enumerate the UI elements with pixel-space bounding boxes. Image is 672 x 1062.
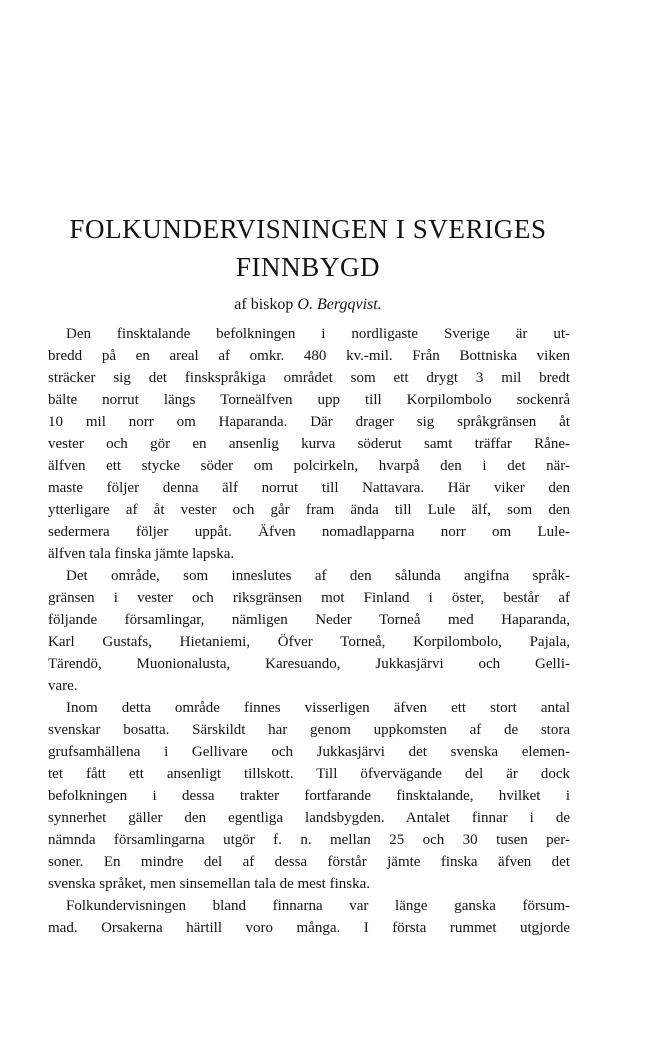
- title-line-1: FOLKUNDERVISNINGEN I SVERIGES: [69, 214, 547, 244]
- byline-author: O. Bergqvist.: [297, 296, 382, 313]
- text-line: synnerhet gäller den egentliga landsbygden. Antalet finnar i de: [48, 810, 570, 826]
- text-line: tet fått ett ansenligt tillskott. Till öfvervägande del är dock: [48, 766, 570, 782]
- text-line: Tärendö, Muonionalusta, Karesuando, Jukkasjärvi och Gelli-: [48, 656, 570, 672]
- text-line: följande församlingar, nämligen Neder Torneå med Haparanda,: [48, 612, 570, 628]
- text-line: Folkundervisningen bland finnarna var länge ganska försum-: [66, 898, 570, 914]
- text-line: bälte norrut längs Torneälfven upp till Korpilombolo sockenrå: [48, 392, 570, 408]
- byline: [48, 294, 568, 316]
- paragraph: [48, 697, 570, 895]
- text-line: nämnda församlingarna utgör f. n. mellan 25 och 30 tusen per-: [48, 832, 570, 848]
- text-line: befolkningen i dessa trakter fortfarande finsktalande, hvilket i: [48, 788, 570, 804]
- paragraph: [48, 565, 570, 697]
- text-line: Karl Gustafs, Hietaniemi, Öfver Torneå, Korpilombolo, Pajala,: [48, 634, 570, 650]
- text-line: Det område, som inneslutes af den sålunda angifna språk-: [66, 568, 570, 584]
- text-line: mad. Orsakerna härtill voro många. I första rummet utgjorde: [48, 920, 570, 936]
- text-line: vare.: [48, 678, 78, 694]
- text-line: vester och gör en ansenlig kurva söderut samt träffar Råne-: [48, 436, 570, 452]
- text-line: maste följer denna älf norrut till Nattavara. Här viker den: [48, 480, 570, 496]
- paragraph: [48, 323, 570, 565]
- body-text: [48, 323, 570, 939]
- text-line: svenska språket, men sinsemellan tala de mest finska.: [48, 876, 370, 892]
- text-line: Inom detta område finnes visserligen äfven ett stort antal: [66, 700, 570, 716]
- text-line: gränsen i vester och riksgränsen mot Finland i öster, består af: [48, 590, 570, 606]
- text-line: älfven tala finska jämte lapska.: [48, 546, 235, 562]
- text-line: soner. En mindre del af dessa förstår jämte finska äfven det: [48, 854, 570, 870]
- text-line: sedermera följer uppåt. Äfven nomadlapparna norr om Lule-: [48, 524, 570, 540]
- text-line: svenskar bosatta. Särskildt har genom uppkomsten af de stora: [48, 722, 570, 738]
- text-line: Den finsktalande befolkningen i nordligaste Sverige är ut-: [66, 326, 570, 342]
- paragraph: [48, 895, 570, 939]
- text-line: älfven ett stycke söder om polcirkeln, hvarpå den i det när-: [48, 458, 570, 474]
- text-line: 10 mil norr om Haparanda. Där drager sig språkgränsen åt: [48, 414, 570, 430]
- title-block: [48, 210, 568, 316]
- text-line: grufsamhällena i Gellivare och Jukkasjärvi det svenska elemen-: [48, 744, 570, 760]
- text-line: sträcker sig det finskspråkiga området som ett drygt 3 mil bredt: [48, 370, 570, 386]
- byline-prefix: af biskop: [234, 296, 298, 313]
- title-line-2: FINNBYGD: [235, 252, 381, 282]
- text-line: bredd på en areal af omkr. 480 kv.-mil. Från Bottniska viken: [48, 348, 570, 364]
- text-line: ytterligare af åt vester och går fram ända till Lule älf, som den: [48, 502, 570, 518]
